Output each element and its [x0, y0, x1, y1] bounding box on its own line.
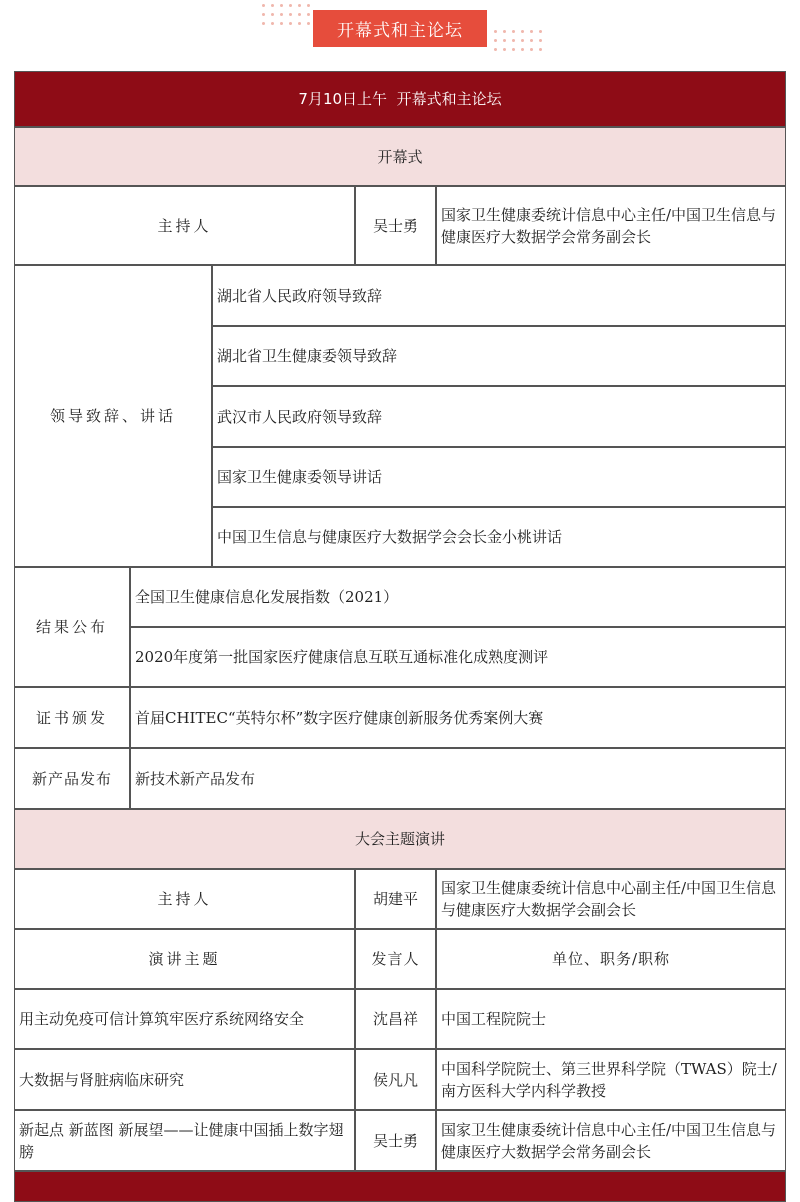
- section-title-keynote: 大会主题演讲: [14, 809, 786, 869]
- host-label: 主持人: [14, 186, 355, 265]
- talk-speaker: 吴士勇: [355, 1110, 436, 1171]
- talk-org: 中国工程院院士: [436, 989, 786, 1049]
- host-name: 吴士勇: [355, 186, 436, 265]
- keynote-host-role: 国家卫生健康委统计信息中心副主任/中国卫生信息与健康医疗大数据学会副会长: [436, 869, 786, 929]
- certificate-label: 证书颁发: [14, 687, 130, 748]
- product-text: 新技术新产品发布: [130, 748, 786, 809]
- column-header-org: 单位、职务/职称: [436, 929, 786, 989]
- certificate-text: 首届CHITEC“英特尔杯”数字医疗健康创新服务优秀案例大赛: [130, 687, 786, 748]
- speeches-label: 领导致辞、讲话: [14, 265, 212, 567]
- column-header-speaker: 发言人: [355, 929, 436, 989]
- product-label: 新产品发布: [14, 748, 130, 809]
- speech-item: 湖北省人民政府领导致辞: [212, 265, 786, 326]
- speech-item: 湖北省卫生健康委领导致辞: [212, 326, 786, 386]
- keynote-host-name: 胡建平: [355, 869, 436, 929]
- talk-org: 国家卫生健康委统计信息中心主任/中国卫生信息与健康医疗大数据学会常务副会长: [436, 1110, 786, 1171]
- talk-topic: 新起点 新蓝图 新展望——让健康中国插上数字翅膀: [14, 1110, 355, 1171]
- section-title-opening: 开幕式: [14, 127, 786, 186]
- host-role: 国家卫生健康委统计信息中心主任/中国卫生信息与健康医疗大数据学会常务副会长: [436, 186, 786, 265]
- talk-speaker: 侯凡凡: [355, 1049, 436, 1110]
- result-item: 全国卫生健康信息化发展指数（2021）: [130, 567, 786, 627]
- keynote-host-label: 主持人: [14, 869, 355, 929]
- talk-speaker: 沈昌祥: [355, 989, 436, 1049]
- page-title: 开幕式和主论坛: [313, 10, 487, 47]
- talk-topic: 用主动免疫可信计算筑牢医疗系统网络安全: [14, 989, 355, 1049]
- talk-org: 中国科学院院士、第三世界科学院（TWAS）院士/南方医科大学内科学教授: [436, 1049, 786, 1110]
- column-header-topic: 演讲主题: [14, 929, 355, 989]
- bottom-banner: [14, 1171, 786, 1202]
- session-banner: 7月10日上午 开幕式和主论坛: [14, 71, 786, 127]
- speech-item: 国家卫生健康委领导讲话: [212, 447, 786, 507]
- speech-item: 武汉市人民政府领导致辞: [212, 386, 786, 447]
- decorative-dots-right: [494, 30, 542, 51]
- results-label: 结果公布: [14, 567, 130, 687]
- speech-item: 中国卫生信息与健康医疗大数据学会会长金小桃讲话: [212, 507, 786, 567]
- talk-topic: 大数据与肾脏病临床研究: [14, 1049, 355, 1110]
- decorative-dots-left: [262, 4, 310, 25]
- result-item: 2020年度第一批国家医疗健康信息互联互通标准化成熟度测评: [130, 627, 786, 687]
